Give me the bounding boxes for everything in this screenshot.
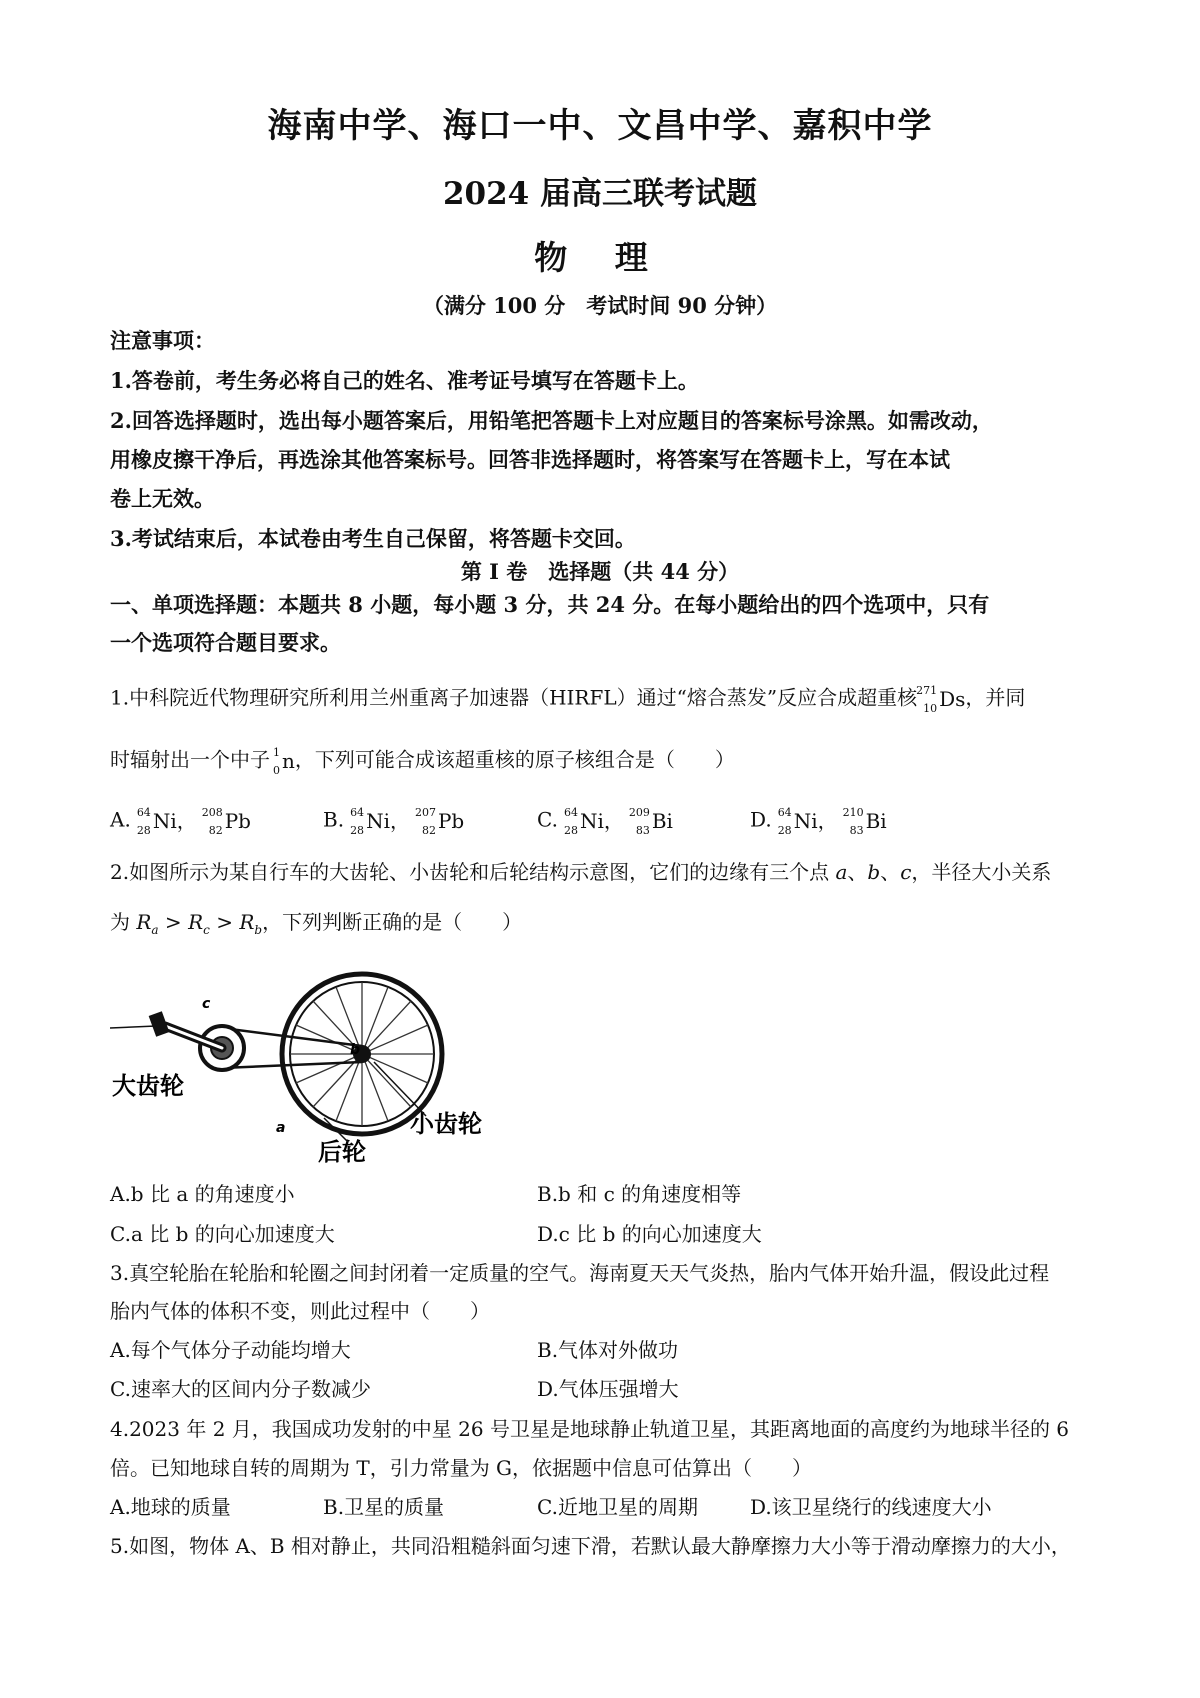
note-1: 1.答卷前，考生务必将自己的姓名、准考证号填写在答题卡上。 — [110, 368, 699, 393]
nuclide-mass: 210 — [842, 806, 864, 819]
nuclide-symbol: Ni — [152, 809, 177, 833]
note-3: 3.考试结束后，本试卷由考生自己保留，将答题卡交回。 — [110, 526, 636, 551]
q2-line2: 为 $R_a > R_c > R_b$，下列判断正确的是（ ） — [110, 910, 523, 937]
nuclide-z: 28 — [563, 824, 578, 837]
subject-title: 物 理 — [534, 238, 666, 277]
q1-line2 — [110, 746, 1110, 776]
nuclide-z: 83 — [849, 824, 864, 837]
q1-option-b — [323, 806, 464, 836]
label-small-gear: 小齿轮 — [410, 1110, 482, 1138]
q2-text2b: ，下列判断正确的是（ ） — [262, 910, 523, 934]
q3-option-d: D.气体压强增大 — [537, 1377, 679, 1401]
bicycle-gear-diagram — [110, 970, 530, 1170]
q1-option-c — [537, 806, 673, 836]
nuclide-symbol: Pb — [224, 809, 251, 833]
q3-option-a: A.每个气体分子动能均增大 — [110, 1338, 351, 1362]
separator: ， — [603, 809, 624, 833]
q1-option-d — [750, 806, 887, 836]
q4-option-a: A.地球的质量 — [110, 1495, 231, 1519]
nuclide — [772, 806, 794, 836]
nuclide-mass: 1 — [273, 746, 280, 759]
option-letter: D. — [750, 807, 772, 832]
q1-line1 — [110, 684, 1110, 714]
q1-text2b: ，下列可能合成该超重核的原子核组合是（ ） — [294, 747, 735, 772]
q1-text-end: ，并同 — [965, 685, 1026, 710]
option-letter: A. — [110, 807, 131, 832]
nuclide-mass: 207 — [414, 806, 436, 819]
nuclide — [344, 806, 366, 836]
q3-line2: 胎内气体的体积不变，则此过程中（ ） — [110, 1299, 490, 1323]
nuclide-n — [270, 746, 282, 776]
nuclide — [624, 806, 652, 836]
option-letter: C. — [537, 807, 558, 832]
nuclide — [838, 806, 866, 836]
subscript-a: a — [151, 923, 159, 937]
nuclide-z: 83 — [635, 824, 650, 837]
q1-option-a — [110, 806, 251, 836]
q3-line1: 3.真空轮胎在轮胎和轮圈之间封闭着一定质量的空气。海南夏天天气炎热，胎内气体开始升温，假设此过程 — [110, 1261, 1050, 1285]
nuclide-ds — [917, 684, 939, 714]
nuclide-symbol: Ni — [793, 809, 818, 833]
nuclide-z: 28 — [350, 824, 365, 837]
nuclide-mass: 208 — [201, 806, 223, 819]
nuclide-symbol: Ds — [939, 687, 966, 711]
part-1-instructions-a: 一、单项选择题：本题共 8 小题，每小题 3 分，共 24 分。在每小题给出的四个选项中，只有 — [110, 592, 990, 617]
frame-line — [110, 1026, 156, 1028]
q4-option-b: B.卫星的质量 — [323, 1495, 445, 1519]
q4-option-c: C.近地卫星的周期 — [537, 1495, 698, 1519]
q3-option-b: B.气体对外做功 — [537, 1338, 679, 1362]
q2-text1a: 2.如图所示为某自行车的大齿轮、小齿轮和后轮结构示意图，它们的边缘有三个点 — [110, 860, 836, 884]
q4-line1: 4.2023 年 2 月，我国成功发射的中星 26 号卫星是地球静止轨道卫星，其距离地面的高度约为地球半径的 6 — [110, 1417, 1070, 1441]
point-c: c — [900, 860, 912, 884]
separator: ， — [389, 809, 410, 833]
nuclide-mass: 64 — [777, 806, 792, 819]
nuclide-z: 28 — [136, 824, 151, 837]
nuclide-z: 0 — [273, 764, 280, 777]
option-letter: B. — [323, 807, 345, 832]
separator: ， — [817, 809, 838, 833]
nuclide — [410, 806, 438, 836]
separator: ， — [176, 809, 197, 833]
nuclide — [131, 806, 153, 836]
nuclide — [197, 806, 225, 836]
q2-line1: 2.如图所示为某自行车的大齿轮、小齿轮和后轮结构示意图，它们的边缘有三个点 a、b、c，半径大小关系 — [110, 860, 1052, 884]
subscript-c: c — [203, 923, 210, 937]
q2-text1b: ，半径大小关系 — [911, 860, 1052, 884]
nuclide-mass: 64 — [136, 806, 151, 819]
pedal — [149, 1011, 170, 1036]
nuclide-symbol: Bi — [651, 809, 673, 833]
label-point-b: b — [350, 1042, 361, 1058]
q4-option-d: D.该卫星绕行的线速度大小 — [750, 1495, 992, 1519]
note-2a: 2.回答选择题时，选出每小题答案后，用铅笔把答题卡上对应题目的答案标号涂黑。如需改动， — [110, 408, 993, 433]
q5-line1: 5.如图，物体 A、B 相对静止，共同沿粗糙斜面匀速下滑，若默认最大静摩擦力大小等于滑动摩擦力的大小， — [110, 1534, 1071, 1558]
label-big-gear: 大齿轮 — [112, 1072, 184, 1100]
school-names: 海南中学、海口一中、文昌中学、嘉积中学 — [267, 106, 933, 146]
subscript-b: b — [254, 923, 263, 937]
q3-option-c: C.速率大的区间内分子数减少 — [110, 1377, 371, 1401]
point-a: a — [835, 860, 848, 884]
label-point-c: c — [202, 996, 211, 1012]
q1-text2a: 时辐射出一个中子 — [110, 747, 270, 772]
nuclide-z: 82 — [208, 824, 223, 837]
point-b: b — [867, 860, 881, 884]
nuclide-mass: 271 — [916, 684, 938, 697]
q1-text: 1.中科院近代物理研究所利用兰州重离子加速器（HIRFL）通过“熔合蒸发”反应合成超重核 — [110, 685, 918, 710]
nuclide-z: 28 — [777, 824, 792, 837]
nuclide — [558, 806, 580, 836]
label-point-a: a — [276, 1120, 286, 1136]
nuclide-symbol: Bi — [865, 809, 887, 833]
nuclide-symbol: Ni — [579, 809, 604, 833]
q2-text2a: 为 — [110, 910, 137, 934]
label-rear-wheel: 后轮 — [318, 1138, 366, 1166]
nuclide-z: 10 — [923, 702, 938, 715]
note-2b: 用橡皮擦干净后，再选涂其他答案标号。回答非选择题时，将答案写在答题卡上，写在本试 — [110, 447, 950, 472]
q2-option-a: A.b 比 a 的角速度小 — [110, 1182, 295, 1206]
nuclide-mass: 209 — [628, 806, 650, 819]
nuclide-z: 82 — [421, 824, 436, 837]
nuclide-symbol: Ni — [366, 809, 390, 833]
q2-option-d: D.c 比 b 的向心加速度大 — [537, 1222, 762, 1246]
nuclide-mass: 64 — [563, 806, 578, 819]
q4-line2: 倍。已知地球自转的周期为 T，引力常量为 G，依据题中信息可估算出（ ） — [110, 1456, 813, 1480]
section-title: 第 I 卷 选择题（共 44 分） — [460, 559, 740, 584]
nuclide-mass: 64 — [350, 806, 365, 819]
exam-info: （满分 100 分 考试时间 90 分钟） — [422, 293, 778, 318]
nuclide-symbol: Pb — [437, 809, 465, 833]
nuclide-symbol: n — [282, 749, 295, 773]
notes-title: 注意事项： — [110, 328, 215, 353]
part-1-instructions-b: 一个选项符合题目要求。 — [110, 630, 341, 655]
note-2c: 卷上无效。 — [110, 486, 215, 511]
exam-title: 2024 届高三联考试题 — [442, 176, 758, 212]
q2-option-c: C.a 比 b 的向心加速度大 — [110, 1222, 335, 1246]
q2-option-b: B.b 和 c 的角速度相等 — [537, 1182, 742, 1206]
